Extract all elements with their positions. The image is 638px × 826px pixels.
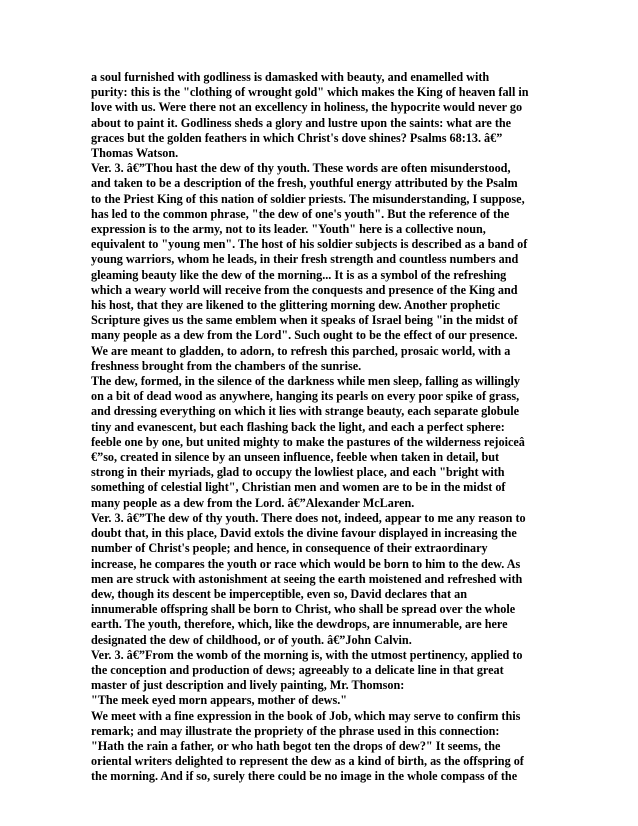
text-line: expression is to the army, not to its leader. "Youth" here is a collective noun,	[91, 222, 486, 237]
text-line: something of celestial light", Christian men and women are to be in the midst of	[91, 480, 506, 495]
text-line: feeble one by one, but united mighty to make the pastures of the wilderness rejoiceâ	[91, 434, 525, 449]
text-line: Ver. 3. â€”Thou hast the dew of thy youth. These words are often misunderstood,	[91, 161, 511, 176]
text-line: master of just description and lively painting, Mr. Thomson:	[91, 678, 405, 693]
text-line: on a bit of dead wood as anywhere, hanging its pearls on every poor spike of grass,	[91, 389, 520, 404]
body-text	[91, 70, 561, 785]
text-line: "Hath the rain a father, or who hath begot ten the drops of dew?" It seems, the	[91, 738, 501, 753]
text-line: increase, he compares the youth or race which would be born to him to the dew. As	[91, 556, 521, 571]
text-line: the conception and production of dews; agreeably to a delicate line in that great	[91, 662, 504, 677]
text-line: innumerable offspring shall be born to Christ, who shall be spread over the whole	[91, 602, 516, 617]
text-line: has led to the common phrase, "the dew of one's youth". But the reference of the	[91, 206, 510, 221]
text-line: a soul furnished with godliness is damasked with beauty, and enamelled with	[91, 70, 490, 84]
text-line: tiny and evanescent, but each flashing back the light, and each a perfect sphere:	[91, 419, 505, 434]
text-line: equivalent to "young men". The host of his soldier subjects is described as a band of	[91, 237, 528, 252]
text-line: love with us. Were there not an excellency in holiness, the hypocrite would never go	[91, 100, 523, 115]
text-line: the morning. And if so, surely there could be no image in the whole compass of the	[91, 769, 518, 784]
text-line: strong in their myriads, glad to occupy the lowliest place, and each "bright with	[91, 465, 505, 480]
text-line: purity: this is the "clothing of wrought gold" which makes the King of heaven fall in	[91, 85, 529, 100]
text-line: young warriors, whom he leads, in their fresh strength and countless numbers and	[91, 252, 519, 267]
text-line: which a weary world will receive from the conquests and presence of the King and	[91, 282, 518, 297]
text-line: earth. The youth, therefore, which, like the dewdrops, are innumerable, are here	[91, 617, 508, 632]
text-line: gleaming beauty like the dew of the morning... It is as a symbol of the refreshing	[91, 267, 507, 282]
text-line: to the Priest King of this nation of soldier priests. The misunderstanding, I suppose,	[91, 191, 525, 206]
text-line: dew, though its descent be imperceptible, even so, David declares that an	[91, 586, 468, 601]
text-line: Ver. 3. â€”From the womb of the morning is, with the utmost pertinency, applied to	[91, 647, 523, 662]
text-line: number of Christ's people; and hence, in consequence of their extraordinary	[91, 541, 488, 556]
text-line: freshness brought from the chambers of the sunrise.	[91, 358, 362, 373]
text-line: many people as a dew from the Lord". Such ought to be the effect of our presence.	[91, 328, 518, 343]
text-line: €”so, created in silence by an unseen influence, feeble when taken in detail, but	[91, 450, 500, 465]
text-line: men are struck with astonishment at seeing the earth moistened and refreshed with	[91, 571, 523, 586]
text-line: Ver. 3. â€”The dew of thy youth. There does not, indeed, appear to me any reason to	[91, 510, 526, 525]
text-line: Scripture gives us the same emblem when it speaks of Israel being "in the midst of	[91, 313, 518, 328]
text-line: We are meant to gladden, to adorn, to refresh this parched, prosaic world, with a	[91, 343, 511, 358]
text-line: many people as a dew from the Lord. â€”Alexander McLaren.	[91, 495, 415, 510]
text-line: oriental writers delighted to represent the dew as a kind of birth, as the offspring of	[91, 754, 524, 769]
text-line: and dressing everything on which it lies with strange beauty, each separate globule	[91, 404, 520, 419]
text-line: his host, that they are likened to the glittering morning dew. Another prophetic	[91, 298, 500, 313]
text-line: "The meek eyed morn appears, mother of dews."	[91, 693, 348, 708]
text-line: about to paint it. Godliness sheds a glory and lustre upon the saints: what are the	[91, 115, 512, 130]
text-line: doubt that, in this place, David extols the divine favour displayed in increasing the	[91, 526, 517, 541]
text-line: graces but the golden feathers in which Christ's dove shines? Psalms 68:13. â€”	[91, 130, 503, 145]
text-line: remark; and may illustrate the propriety of the phrase used in this connection:	[91, 723, 500, 738]
text-line: and taken to be a description of the fresh, youthful energy attributed by the Psalm	[91, 176, 518, 191]
text-line: We meet with a fine expression in the book of Job, which may serve to confirm this	[91, 708, 521, 723]
text-line: designated the dew of childhood, or of youth. â€”John Calvin.	[91, 632, 412, 647]
text-line: Thomas Watson.	[91, 146, 179, 161]
text-line: The dew, formed, in the silence of the darkness while men sleep, falling as willingly	[91, 374, 520, 389]
